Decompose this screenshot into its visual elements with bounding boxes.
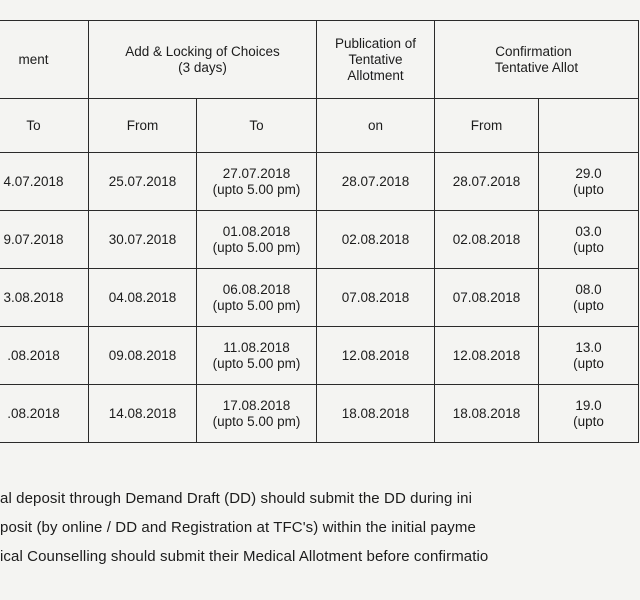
table-cell: 30.07.2018	[89, 211, 197, 269]
table-row	[0, 385, 639, 443]
table-cell: 18.08.2018	[317, 385, 435, 443]
table-cell: 4.07.2018	[0, 153, 89, 211]
table-cell: 01.08.2018 (upto 5.00 pm)	[197, 211, 317, 269]
table-cell: 19.0 (upto	[539, 385, 639, 443]
table-row	[0, 327, 639, 385]
table-cell: 18.08.2018	[435, 385, 539, 443]
table-cell: 27.07.2018 (upto 5.00 pm)	[197, 153, 317, 211]
table-cell: .08.2018	[0, 327, 89, 385]
table-cell: 02.08.2018	[317, 211, 435, 269]
header-cell: ment	[0, 21, 89, 99]
subheader-cell: From	[89, 99, 197, 153]
subheader-cell: To	[0, 99, 89, 153]
table-cell: 11.08.2018 (upto 5.00 pm)	[197, 327, 317, 385]
table-row	[0, 211, 639, 269]
table-cell: 14.08.2018	[89, 385, 197, 443]
table-cell: 08.0 (upto	[539, 269, 639, 327]
table-cell: 13.0 (upto	[539, 327, 639, 385]
note-line: posit (by online / DD and Registration at TFC's) within the initial payme	[0, 519, 476, 536]
subheader-cell: From	[435, 99, 539, 153]
header-cell: Publication of Tentative Allotment	[317, 21, 435, 99]
table-cell: 04.08.2018	[89, 269, 197, 327]
table-header-row	[0, 21, 639, 99]
header-cell: Confirmation Tentative Allot	[435, 21, 639, 99]
subheader-cell	[539, 99, 639, 153]
table-cell: 28.07.2018	[435, 153, 539, 211]
table-cell: 9.07.2018	[0, 211, 89, 269]
table-cell: 25.07.2018	[89, 153, 197, 211]
table-cell: 17.08.2018 (upto 5.00 pm)	[197, 385, 317, 443]
table-cell: 3.08.2018	[0, 269, 89, 327]
table-cell: 03.0 (upto	[539, 211, 639, 269]
table-row	[0, 153, 639, 211]
note-line: al deposit through Demand Draft (DD) should submit the DD during ini	[0, 490, 473, 507]
footnotes	[0, 484, 640, 571]
table-cell: 28.07.2018	[317, 153, 435, 211]
table-cell: 12.08.2018	[317, 327, 435, 385]
table-cell: .08.2018	[0, 385, 89, 443]
table-cell: 29.0 (upto	[539, 153, 639, 211]
table-cell: 09.08.2018	[89, 327, 197, 385]
note-line: ical Counselling should submit their Medical Allotment before confirmatio	[0, 548, 489, 565]
header-cell: Add & Locking of Choices (3 days)	[89, 21, 317, 99]
subheader-cell: on	[317, 99, 435, 153]
table-cell: 07.08.2018	[317, 269, 435, 327]
table-row	[0, 269, 639, 327]
subheader-cell: To	[197, 99, 317, 153]
table-subheader-row	[0, 99, 639, 153]
counselling-schedule-table	[0, 20, 639, 443]
table-cell: 02.08.2018	[435, 211, 539, 269]
table-cell: 06.08.2018 (upto 5.00 pm)	[197, 269, 317, 327]
table-cell: 07.08.2018	[435, 269, 539, 327]
table-cell: 12.08.2018	[435, 327, 539, 385]
